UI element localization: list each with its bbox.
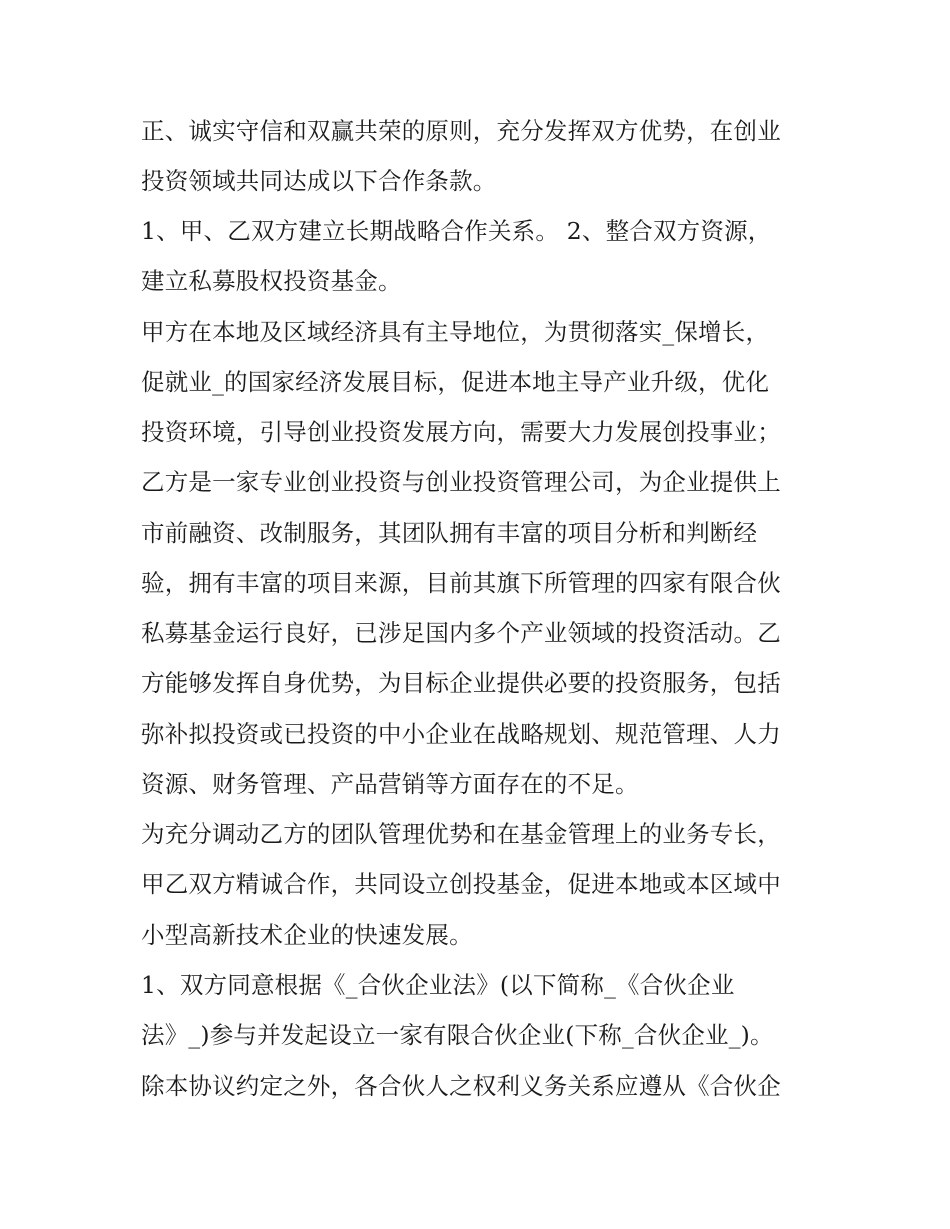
text-line: 私募基金运行良好，已涉足国内多个产业领域的投资活动。乙 bbox=[141, 619, 781, 647]
text-line: 法》_)参与并发起设立一家有限合伙企业(下称_合伙企业_)。 bbox=[141, 1021, 774, 1049]
text-line: 投资环境，引导创业投资发展方向，需要大力发展创投事业； bbox=[141, 418, 781, 446]
text-line: 1、双方同意根据《_合伙企业法》(以下简称_《合伙企业 bbox=[141, 971, 735, 999]
text-line: 投资领域共同达成以下合作条款。 bbox=[141, 167, 497, 195]
text-line: 1、甲、乙双方建立长期战略合作关系。 2、整合双方资源， bbox=[141, 217, 772, 245]
text-line: 弥补拟投资或已投资的中小企业在战略规划、规范管理、人力 bbox=[141, 720, 781, 748]
text-line: 促就业_的国家经济发展目标，促进本地主导产业升级，优化 bbox=[141, 368, 770, 396]
text-line: 资源、财务管理、产品营销等方面存在的不足。 bbox=[141, 770, 639, 798]
text-line: 甲乙双方精诚合作，共同设立创投基金，促进本地或本区域中 bbox=[141, 870, 781, 898]
text-line: 市前融资、改制服务，其团队拥有丰富的项目分析和判断经 bbox=[141, 519, 758, 547]
text-line: 甲方在本地及区域经济具有主导地位，为贯彻落实_保增长， bbox=[141, 318, 770, 346]
text-line: 乙方是一家专业创业投资与创业投资管理公司，为企业提供上 bbox=[141, 468, 781, 496]
text-line: 为充分调动乙方的团队管理优势和在基金管理上的业务专长， bbox=[141, 820, 781, 848]
text-line: 除本协议约定之外，各合伙人之权利义务关系应遵从《合伙企 bbox=[141, 1072, 781, 1100]
text-line: 方能够发挥自身优势，为目标企业提供必要的投资服务，包括 bbox=[141, 669, 781, 697]
text-line: 小型高新技术企业的快速发展。 bbox=[141, 921, 473, 949]
text-line: 验，拥有丰富的项目来源，目前其旗下所管理的四家有限合伙 bbox=[141, 569, 781, 597]
text-line: 正、诚实守信和双赢共荣的原则，充分发挥双方优势，在创业 bbox=[141, 117, 781, 145]
text-line: 建立私募股权投资基金。 bbox=[141, 267, 402, 295]
